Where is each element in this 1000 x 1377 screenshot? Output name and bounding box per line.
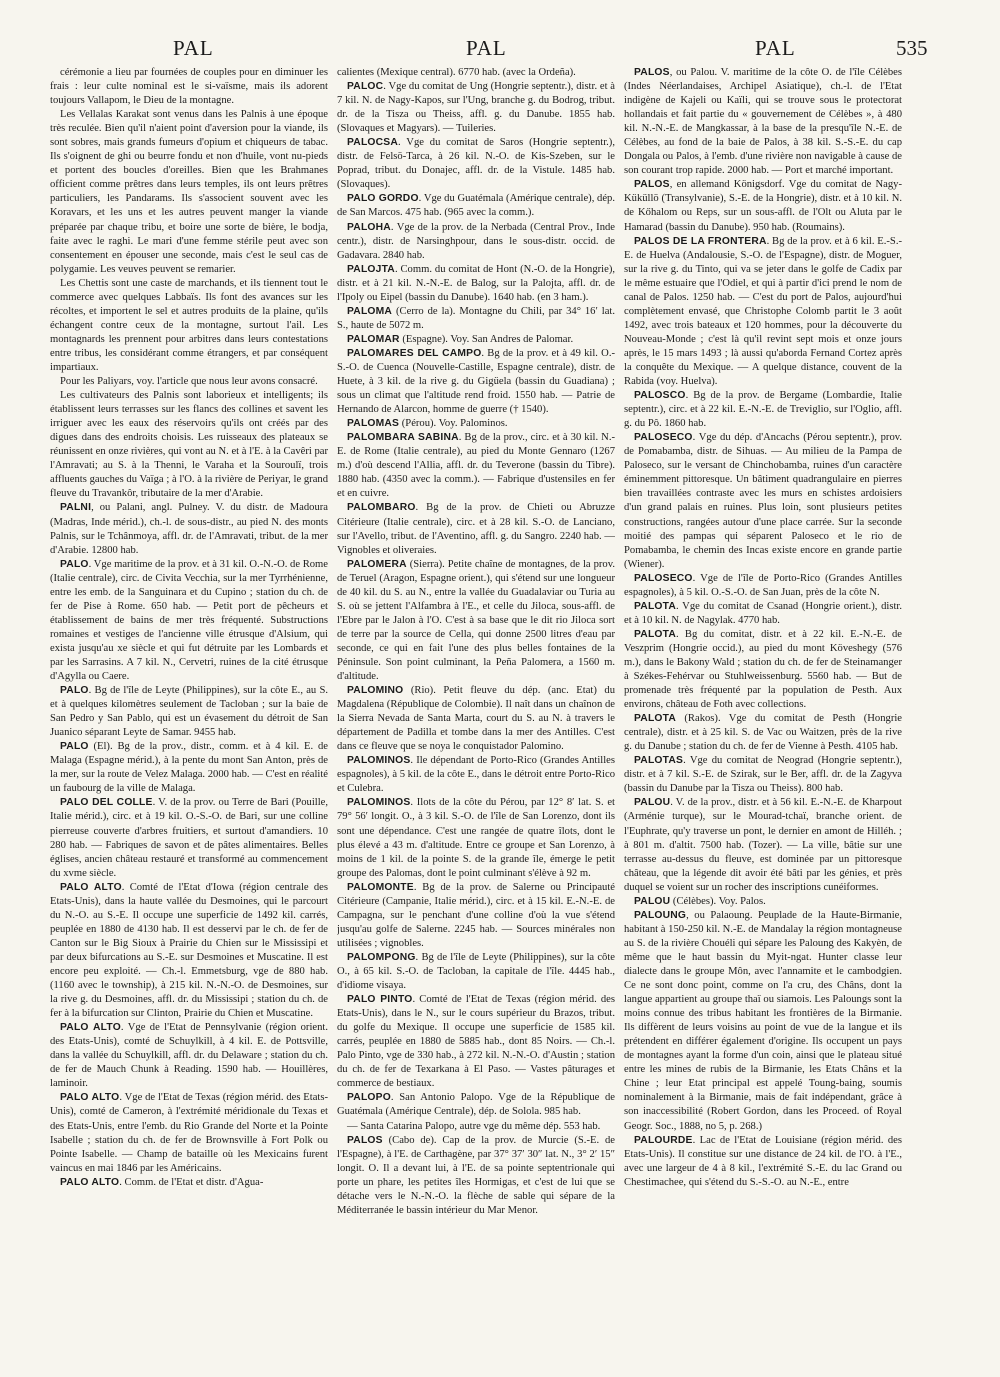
dictionary-entry xyxy=(624,66,902,178)
entry-text: . Comm. du comitat de Hont (N.-O. de la Hongrie), distr. et à 21 kil. N.-N.-E. de Balog, sur la Palojta, affl. dr. de l'Ipoly ou Eipel (bassin du Danube). 1640 hab. (en 3 ham.). xyxy=(337,263,615,303)
entry-headword: PALOSECO xyxy=(634,432,693,444)
entry-text: , ou Palou. V. maritime de la côte O. de l'île Célèbes (Indes Néerlandaises, Archipel Asiatique), ch.-l. de l'Etat indigène de Kajeli ou Kaïli, qui se trouve sous le protectorat hollandais et fait partie du « gouvernement de Célèbes », à 480 kil. N.-N.-E. de Mangkassar, à la base de la presqu'île N.-E. de Célèbes, au fond de la baie de Palos, à 38 kil. S.-S.-E. du cap Dongala ou Palos, à l'emb. d'une rivière non navigable à cause de son courant trop rapide. 2000 hab. — Port et marché important. xyxy=(624,67,902,177)
dictionary-entry xyxy=(337,417,615,431)
entry-text: Les cultivateurs des Palnis sont laborieux et intelligents; ils établissent leurs terrasses sur les flancs des collines et savent les irriguer avec les eaux des réservoirs qu'ils ont créés par des digues dans des endroits choisis. Les ruisseaux des plateaux se réunissent en onze rivières, qui vont au N. et à l'E. à la Cavêri par l'Amravati; au S. à la Thenni, le Varaha et la Souroulï, trois affluents gauches du Vaïga ; à l'O. à la rivière de Periyar, le grand fleuve du Travankôr, tributaire de la mer d'Arabie. xyxy=(50,390,328,500)
dictionary-entry xyxy=(624,796,902,894)
entry-text: . Bg du comitat, distr. et à 22 kil. E.-N.-E. de Veszprim (Hongrie occid.), au pied du mont Köveshegy (576 m.), dans le Bakony Wald ; station du ch. de fer de Steinamanger à Székes-Fehérvar ou Stuhlweissenburg. 5560 hab. — But de promenade très fréquenté par la population de Pesth. Aux environs, château de Foth avec collections. xyxy=(624,628,902,711)
text-paragraph xyxy=(337,1120,615,1134)
entry-text: . Vge de la prov. de la Nerbada (Central Prov., Inde centr.), distr. de Narsinghpour, dans le sous-distr. occid. de Gadavara. 2840 hab. xyxy=(337,221,615,261)
entry-text: . Vge du Guatémala (Amérique centrale), dép. de San Marcos. 475 hab. (965 avec la comm.). xyxy=(337,193,615,219)
entry-text: (Rio). Petit fleuve du dép. (anc. Etat) du Magdalena (République de Colombie). Il naît dans un chaînon de la Sierra Nevada de Santa Marta, court du S. au N. à travers le département de Padilla et tombe dans la mer des Antilles. C'est dans ce fleuve que se noya le conquistador Palomino. xyxy=(337,685,615,753)
text-column-middle xyxy=(337,66,615,1366)
entry-headword: PALNI xyxy=(60,502,92,514)
entry-text: . Bg de la prov. de Salerne ou Principauté Citérieure (Campanie, Italie mérid.), circ. et à 15 kil. E.-N.-E. de Campagna, sur le penchant d'une colline d'où la vue s'étend jusqu'au golfe de Salerne. 2245 hab. — Sources minérales non utilisées ; vignobles. xyxy=(337,881,615,949)
entry-headword: PALO xyxy=(60,741,89,753)
dictionary-entry xyxy=(337,333,615,347)
dictionary-entry xyxy=(624,235,902,390)
dictionary-entry xyxy=(337,347,615,417)
dictionary-entry xyxy=(337,951,615,993)
dictionary-entry xyxy=(624,178,902,234)
entry-headword: PALOUNG xyxy=(634,909,687,921)
running-head-left: PAL xyxy=(173,36,214,60)
entry-headword: PALOMA xyxy=(347,305,393,317)
entry-text: . Vge de l'Etat de Pennsylvanie (région orient. des Etats-Unis), comté de Schuylkill, à 4 kil. E. de Pottsville, dans la vallée du Schuylkill, affl. dr. du Delaware ; station du ch. de fer de Mauch Chunk à Reading. 1590 hab. — Houillères, laminoir. xyxy=(50,1022,328,1090)
entry-headword: PALOTA xyxy=(634,713,676,725)
entry-text: . Bg de l'île de Leyte (Philippines), sur la côte E., au S. et à quelques kilomètres seulement de Tacloban ; sur la baie de San Pedro y San Pablo, qui est un évasement du détroit de San Juanico séparant Leyte de Samar. 9455 hab. xyxy=(50,685,328,739)
entry-text: (Rakos). Vge du comitat de Pesth (Hongrie centrale), distr. et à 25 kil. S. de Vac ou Waitzen, près de la rive g. du Danube ; station du ch. de fer de Vienne à Pesth. 4105 hab. xyxy=(624,713,902,753)
dictionary-entry xyxy=(337,684,615,754)
text-paragraph xyxy=(50,66,328,108)
entry-text: (Pérou). Voy. Palominos. xyxy=(399,418,508,430)
entry-headword: PALOTA xyxy=(634,600,676,612)
entry-headword: PALO ALTO xyxy=(60,1022,121,1034)
text-paragraph xyxy=(337,66,615,80)
running-head-right: PAL xyxy=(755,36,796,60)
entry-text: . Comté de l'Etat de Texas (région mérid. des Etats-Unis), dans le N., sur le cours supérieur du Brazos, tribut. du golfe du Mexique. Il occupe une superficie de 1585 kil. carrés, peuplée en 1880 de 5885 hab., dont 85 Noirs. — Ch.-l. Palo Pinto, vge de 330 hab., à 272 kil. N.-N.-O. d'Austin ; station du ch. de fer de Texarkana à El Paso. — Vastes pâturages et commerce de bestiaux. xyxy=(337,994,615,1090)
entry-headword: PALO DEL COLLE xyxy=(60,797,153,809)
text-paragraph xyxy=(50,389,328,501)
dictionary-entry xyxy=(624,1134,902,1190)
entry-text: . Bg de la prov. de Chieti ou Abruzze Citérieure (Italie centrale), circ. et à 28 kil. S.-O. de Lanciano, sur l'Avello, tribut. de l'Aventino, affl. g. du Sangro. 2240 hab. — Vignobles et oliveraies. xyxy=(337,502,615,556)
entry-text: . Vge du comitat de Csanad (Hongrie orient.), distr. et à 10 kil. N. de Nagylak. 4770 hab. xyxy=(624,600,902,626)
entry-headword: PALOMINOS xyxy=(347,755,411,767)
dictionary-entry xyxy=(50,558,328,684)
text-paragraph xyxy=(50,375,328,389)
dictionary-entry xyxy=(624,600,902,628)
entry-headword: PALOU xyxy=(634,895,671,907)
entry-headword: PALOSECO xyxy=(634,572,693,584)
entry-text: . Bg de la prov. de Bergame (Lombardie, Italie septentr.), circ. et à 22 kil. E.-N.-E. de Treviglio, sur l'Oglio, affl. g. du Pô. 1860 hab. xyxy=(624,390,902,430)
entry-headword: PALOMINO xyxy=(347,685,404,697)
dictionary-entry xyxy=(50,1176,328,1190)
entry-text: (Cabo de). Cap de la prov. de Murcie (S.-E. de l'Espagne), à l'E. de Carthagène, par 37° 37′ 30″ lat. N., 3° 2′ 15″ longit. O. Il a devant lui, à l'E. de sa pointe septentrionale qui porte un phare, les petites îles Hormigas, et c'est de lui que se détache vers le N.-N.-O. la flèche de sable qui sépare de la Méditerranée le bassin intérieur du Mar Menor. xyxy=(337,1134,615,1216)
entry-headword: PALOS xyxy=(347,1134,383,1146)
entry-text: . V. de la prov. ou Terre de Bari (Pouille, Italie mérid.), circ. et à 19 kil. O.-S.-O. de Bari, sur une colline pierreuse couverte d'arbres fruitiers, et surtout d'amandiers. 10 280 hab. — Fabriques de savon et de pâtes alimentaires. Belles églises, ancien château restauré et transformé au commencement du xvme siècle. xyxy=(50,797,328,879)
entry-text: cérémonie a lieu par fournées de couples pour en diminuer les frais : leur culte nominal est le si-vaïsme, mais ils adorent toujours Vallapom, le Dieu de la montagne. xyxy=(50,67,328,107)
dictionary-entry xyxy=(337,263,615,305)
entry-headword: PALOSCO xyxy=(634,390,686,402)
entry-headword: PALOU xyxy=(634,797,671,809)
entry-headword: PALOMBARA SABINA xyxy=(347,432,459,444)
page-number: 535 xyxy=(896,36,928,60)
entry-headword: PALO ALTO xyxy=(60,881,122,893)
entry-text: . Vge maritime de la prov. et à 31 kil. O.-N.-O. de Rome (Italie centrale), circ. de Civita Vecchia, sur la mer Tyrrhénienne, entre les emb. de la Sanguinara et du Cupino ; station du ch. de fer de Pise à Rome. 650 hab. — Petit port de pêcheurs et établissement de bains de mer très fréquenté. Substructions romaines et vestiges de l'ancienne ville étrusque d'Alsium, qui exista jusqu'au xe siècle et qui fut détruite par les Lombards et par les Sarrasins. A 7 kil. N., Cervetri, ruines de la cité étrusque d'Agylla ou Caere. xyxy=(50,558,328,683)
dictionary-entry xyxy=(624,895,902,909)
entry-text: . Bg de la prov. et à 6 kil. E.-S.-E. de Huelva (Andalousie, S.-O. de l'Espagne), distr. de Moguer, sur la rive g. du Tinto, qui va se jeter dans le golfe de Cadix par le même estuaire que l'Odiel, et qui à partir d'ici prend le nom de canal de Palos. 1250 hab. — C'est du port de Palos, aujourd'hui complètement envasé, que Christophe Colomb partit le 3 août 1492, avec trois bateaux et 120 hommes, pour la découverte du Nouveau-Monde ; c'est là qu'il revint sept mois et onze jours après, le 15 mars 1493 ; là aussi qu'aborda Fernand Cortez après la conquête du Mexique. — A quelque distance, couvent de la Rabida (voy. Huelva). xyxy=(624,235,902,388)
entry-text: Les Chettis sont une caste de marchands, et ils tiennent tout le commerce avec quelques Labbaïs. Ils font des avances sur les récoltes, et importent le sel et autres produits de la plaine, qu'ils échangent contre ceux de la montagne, surtout l'ail. Les montagnards les prennent pour arbitres dans leurs contestations entre tribus, les considérant comme étrangers, et par conséquent impartiaux. xyxy=(50,277,328,373)
dictionary-entry xyxy=(337,305,615,333)
dictionary-entry xyxy=(337,1134,615,1218)
dictionary-entry xyxy=(337,221,615,263)
entry-text: . Comm. de l'Etat et distr. d'Agua- xyxy=(119,1176,264,1188)
entry-headword: PALOTA xyxy=(634,628,676,640)
dictionary-entry xyxy=(337,431,615,501)
dictionary-entry xyxy=(337,754,615,796)
entry-headword: PALOC xyxy=(347,81,384,93)
entry-headword: PALO ALTO xyxy=(60,1176,120,1188)
entry-headword: PALO xyxy=(60,685,89,697)
entry-headword: PALOMINOS xyxy=(347,797,411,809)
dictionary-entry xyxy=(337,881,615,951)
entry-text: , ou Palani, angl. Pulney. V. du distr. de Madoura (Madras, Inde mérid.), ch.-l. de sous-distr., au pied N. des monts Palnis, sur le Tchânmoya, affl. dr. de l'Amravati, tribut. de la mer d'Arabie. 12800 hab. xyxy=(50,502,328,556)
entry-text: . Vge du comitat de Ung (Hongrie septentr.), distr. et à 7 kil. N. de Nagy-Kapos, sur l'Ung, branche g. du Bodrog, tribut. dr. de la Tisza ou Theiss, affl. g. du Danube. 1855 hab. (Slovaques et Magyars). — Tuileries. xyxy=(337,81,615,135)
dictionary-entry xyxy=(50,740,328,796)
entry-headword: PALO ALTO xyxy=(60,1092,120,1104)
entry-headword: PALOMBARO xyxy=(347,502,416,514)
entry-text: (Célèbes). Voy. Palos. xyxy=(670,895,766,907)
dictionary-entry xyxy=(624,712,902,754)
dictionary-entry xyxy=(50,881,328,1021)
entry-headword: PALOMARES DEL CAMPO xyxy=(347,347,482,359)
entry-headword: PALOJTA xyxy=(347,263,395,275)
dictionary-entry xyxy=(337,501,615,557)
entry-headword: PALO PINTO xyxy=(347,994,413,1006)
entry-text: . Ilots de la côte du Pérou, par 12° 8′ lat. S. et 79° 56′ longit. O., à 3 kil. S.-O. de l'île de San Lorenzo, dont ils sont une dépendance. C'est une rangée de quatre îlots, dont le plus élevé a 43 m. d'altitude. Entre ce groupe et San Lorenzo, à moins de 1 kil. de la pointe S. de la grande île, émerge le petit groupe des Palomas, dont le point culminant s'élève à 92 m. xyxy=(337,797,615,879)
page-header xyxy=(0,30,1000,60)
entry-headword: PALOHA xyxy=(347,221,391,233)
dictionary-entry xyxy=(50,501,328,557)
entry-text: . Ile dépendant de Porto-Rico (Grandes Antilles espagnoles), à 5 kil. de la côte E., dans le détroit entre Porto-Rico et Culebra. xyxy=(337,755,615,795)
entry-headword: PALOMAS xyxy=(347,418,400,430)
entry-text: . Comté de l'Etat d'Iowa (région centrale des Etats-Unis), dans la haute vallée du Desmoines, qui le parcourt du N.-O. au S.-E. Il occupe une superficie de 1492 kil. carrés, peuplée en 1880 de 4130 hab. Il est desservi par le ch. de fer de Canton sur le Big Sioux à Prairie du Chien sur le Mississipi et par deux bifurcations au S.-E. sur Desmoines et Muscatine. Il est encore peu exploité. — Ch.-l. Emmetsburg, vge de 880 hab. (1160 avec le township), à 215 kil. N.-N.-O. de Desmoines, sur la rive g. du Desmoines, affl. dr. du Mississipi ; station du ch. de fer à la bifurcation sur Clinton, Prairie du Chien et Muscatine. xyxy=(50,881,328,1020)
running-head-center: PAL xyxy=(466,36,507,60)
dictionary-entry xyxy=(624,909,902,1134)
entry-text: , ou Palaoung. Peuplade de la Haute-Birmanie, habitant à 150-250 kil. N.-E. de Mandalay la région montagneuse au S. de la rivière Chouéli qui sépare les Paloung des Kakyèn, de même que le haut bassin du Myit-ngat. Hunter classe leur dialecte dans le groupe Môn, avec l'annamite et le cambodgien. Ce ne sont donc point, comme on l'a cru, des Châns, dont la langue appartient au groupe thaï ou siamois. Les Paloungs sont la moins connue des tribus habitant les frontières de la Birmanie. Ils diffèrent de leurs voisins au point de vue de la langue et ils prétendent en différer également d'origine. Ils occupent un pays de montagnes ayant la forme d'un coin, ainsi que le plateau situé entre les mines de rubis de la Birmanie, les Etats Châns et la Chine ; leur Etat principal est appelé Toung-baing, soumis nominalement à la Birmanie, mais de fait indépendant, grâce à son inaccessibilité (Robert Gordon, dans les Proceed. of Royal Geogr. Soc., 1888, no 5, p. 268.) xyxy=(624,909,902,1132)
entry-text: . Vge de l'Etat de Texas (région mérid. des Etats-Unis), comté de Cameron, à l'extrémité méridionale du Texas et des Etats-Unis, entre l'emb. du Rio Grande del Norte et la Pointe Isabelle ; station du ch. de fer de Brownsville à Fort Polk ou Pointe Isabelle. — Champ de bataille où les Mexicains furent vaincus en mai 1846 par les Américains. xyxy=(50,1092,328,1174)
dictionary-entry xyxy=(337,558,615,684)
dictionary-entry xyxy=(50,684,328,740)
entry-headword: PALOS xyxy=(634,67,670,78)
entry-text: . Lac de l'Etat de Louisiane (région mérid. des Etats-Unis). Il constitue sur une distance de 24 kil. de l'O. à l'E., avec une largeur de 4 à 8 kil., l'extrémité S.-E. du lac Grand ou Chestimachee, qui s'étend du S.-S.-O. au N.-E., entre xyxy=(624,1134,902,1188)
entry-headword: PALOMPONG xyxy=(347,951,416,963)
entry-text: . Vge du dép. d'Ancachs (Pérou septentr.), prov. de Pomabamba, distr. de Sihuas. — Au milieu de la Pampa de Paloseco, sur le versant de Chinchobamba, ruines d'un caractère éminemment pittoresque. Un bâtiment quadrangulaire en pierres bien travaillées contraste avec les murs en schistes ardoisiers d'un grand palais en ruines. Plus loin, sont plusieurs petites constructions, rangées autour d'une place carrée. Sur la seconde moitié des pampas qui séparent Paloseco et le rio de Pomabamba, le chemin des Incas existe encore en grande partie (Wiener). xyxy=(624,432,902,570)
entry-text: . Bg de l'île de Leyte (Philippines), sur la côte O., à 65 kil. S.-O. de Tacloban, la capitale de l'île. 4445 hab., d'idiome visaya. xyxy=(337,951,615,992)
entry-text: Les Vellalas Karakat sont venus dans les Palnis à une époque très reculée. Bien qu'il n'aient point d'aversion pour la viande, ils sont sobres, mais grands fumeurs d'opium et chiqueurs de tabac. Ils s'oignent de ghi ou beurre fondu et non d'huile, vont nu-pieds et portent des boucles d'oreilles. Bien que les Brahmanes officient comme prêtres dans leurs temples, ils ont leurs prêtres particuliers, les Pandarams. Ils s'associent souvent avec les Koravars, et les uns et les autres peuvent manger la viande préparée par chaque tribu, et boire une sorte de bière, le bodja, faite avec le raghi. Le mari d'une femme stérile peut avec son consentement en épouser une seconde, mais c'est le seul cas de polygamie. Les veuves peuvent se remarier. xyxy=(50,109,328,275)
dictionary-entry xyxy=(337,993,615,1091)
text-paragraph xyxy=(50,277,328,375)
entry-headword: PALO xyxy=(60,558,89,570)
dictionary-entry xyxy=(337,136,615,192)
entry-headword: PALOCSA xyxy=(347,137,398,149)
dictionary-entry xyxy=(50,1021,328,1091)
dictionary-entry xyxy=(337,80,615,136)
entry-text: . Bg de la prov. et à 49 kil. O.-S.-O. de Cuenca (Nouvelle-Castille, Espagne centrale), distr. de Huete, à 3 kil. de la rive g. du Gigüela (bassin du Guadiana) ; sous un climat que l'altitude rend froid. 1550 hab. — Patrie de Hernando de Alarcon, homme de guerre († 1540). xyxy=(337,347,615,416)
text-column-right xyxy=(624,66,902,1366)
dictionary-entry xyxy=(337,192,615,220)
entry-text: (Sierra). Petite chaîne de montagnes, de la prov. de Teruel (Aragon, Espagne orient.), qui s'étend sur une longueur de 40 kil. du S. au N., entre la vallée du Guadalaviar ou Turia au S. où se jettent l'Alfambra à l'E., et celle du Jiloca, sous-affl. de l'Ebre par le Jalon à l'O. C'est à sa base que le dit rio Jiloca sort de terre par la source de Cella, qui donne 2500 litres d'eau par seconde, ce qui en fait l'une des plus belles fontaines de la Péninsule. Son point culminant, la Peña Palomera, a 1560 m. d'altitude. xyxy=(337,558,615,683)
entry-headword: PALOMONTE xyxy=(347,881,414,893)
entry-headword: PALOURDE xyxy=(634,1134,693,1146)
dictionary-entry xyxy=(337,1091,615,1119)
entry-headword: PALOPO xyxy=(347,1092,391,1104)
entry-text: . Vge du comitat de Neograd (Hongrie septentr.), distr. et à 7 kil. S.-E. de Szirak, sur le Ber, affl. dr. de la Zagyva (bassin du Danube par la Tisza ou Theiss). 800 hab. xyxy=(624,755,902,795)
dictionary-entry xyxy=(624,389,902,431)
entry-text: (El). Bg de la prov., distr., comm. et à 4 kil. E. de Malaga (Espagne mérid.), à la pente du mont San Anton, près de la mer, sur la route de Velez Malaga. 2000 hab. — C'est en réalité un faubourg de la ville de Malaga. xyxy=(50,741,328,795)
entry-text: , en allemand Königsdorf. Vge du comitat de Nagy-Küküllö (Transylvanie), S.-E. de la Hongrie), distr. et à 10 kil. N. de Kőhalom ou Reps, sur un sous-affl. de l'Olt ou Aluta par le Hamarad (bassin du Danube). 950 hab. (Roumains). xyxy=(624,179,902,233)
dictionary-entry xyxy=(50,796,328,880)
dictionary-entry xyxy=(337,796,615,880)
dictionary-entry xyxy=(624,572,902,600)
entry-text: calientes (Mexique central). 6770 hab. (avec la Ordeña). xyxy=(337,67,576,78)
entry-text: . Bg de la prov., circ. et à 30 kil. N.-E. de Rome (Italie centrale), au pied du Monte Gennaro (1267 m.) d'où descend l'Allia, affl. dr. du Teverone (bassin du Tibre). 1880 hab. (4350 avec la comm.). — Fabrique d'ustensiles en fer et en cuivre. xyxy=(337,432,615,500)
entry-text: (Cerro de la). Montagne du Chili, par 34° 16′ lat. S., haute de 5072 m. xyxy=(337,305,615,331)
entry-text: . Vge du comitat de Saros (Hongrie septentr.), distr. de Felsö-Tarca, à 26 kil. N.-O. de Kis-Szeben, sur le Poprad, tribut. du Donajec, affl. dr. de la Vistule. 1485 hab. (Slovaques). xyxy=(337,137,615,191)
dictionary-entry xyxy=(624,431,902,571)
entry-text: . Vge de l'île de Porto-Rico (Grandes Antilles espagnoles), à 5 kil. O.-S.-O. de San Juan, près de la côte N. xyxy=(624,572,902,598)
text-paragraph xyxy=(50,108,328,277)
dictionary-entry xyxy=(50,1091,328,1175)
entry-text: — Santa Catarina Palopo, autre vge du même dép. 553 hab. xyxy=(347,1120,601,1132)
entry-headword: PALOMAR xyxy=(347,333,400,345)
entry-headword: PALOS xyxy=(634,179,670,191)
entry-headword: PALOMERA xyxy=(347,558,407,570)
entry-text: . San Antonio Palopo. Vge de la République de Guatémala (Amérique Centrale), dép. de Solola. 985 hab. xyxy=(337,1092,615,1118)
entry-headword: PALO GORDO xyxy=(347,193,419,205)
entry-headword: PALOS DE LA FRONTERA xyxy=(634,235,767,247)
dictionary-entry xyxy=(624,628,902,712)
dictionary-entry xyxy=(624,754,902,796)
text-column-left xyxy=(50,66,328,1366)
entry-text: . V. de la prov., distr. et à 56 kil. E.-N.-E. de Kharpout (Arménie turque), sur le Mourad-tchaï, branche orient. de l'Euphrate, qu'y traverse un pont, le dernier en amont de Hilléh. ; à 801 m. d'altit. 7500 hab. (Tozer). — La ville, bâtie sur une terrasse au-dessus du fleuve, est dominée par un pittoresque château, que la légende dit avoir été bâti par les génies, et près duquel se voient sur un rocher des inscriptions cunéiformes. xyxy=(624,797,902,893)
entry-text: (Espagne). Voy. San Andres de Palomar. xyxy=(399,333,574,345)
entry-headword: PALOTAS xyxy=(634,755,684,767)
entry-text: Pour les Paliyars, voy. l'article que nous leur avons consacré. xyxy=(60,376,318,388)
